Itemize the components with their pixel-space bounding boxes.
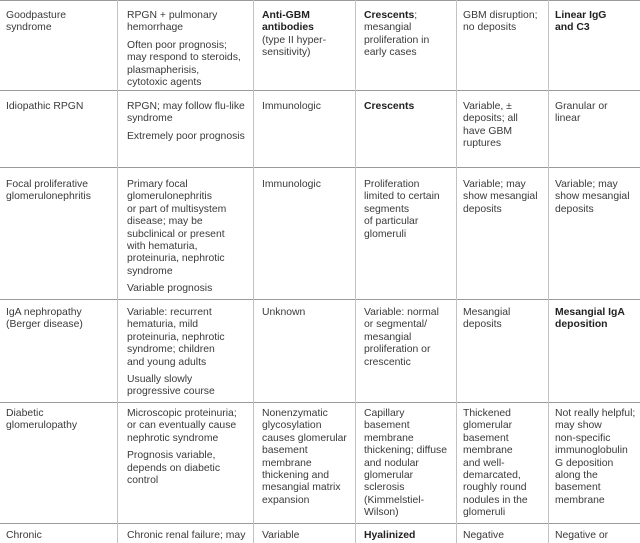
- disease-name-cell: [6, 179, 116, 204]
- pathogenesis-cell: [262, 179, 354, 191]
- light-microscopy-cell: [364, 307, 455, 369]
- column-divider: [253, 0, 254, 543]
- row-divider: [0, 523, 640, 524]
- row-divider: [0, 90, 640, 91]
- immunofluorescence-cell: [555, 10, 639, 35]
- immunofluorescence-text: Not really helpful; may show non-specific immunoglobulin G deposition along the basement membrane: [555, 408, 636, 506]
- disease-name-cell: [6, 101, 116, 113]
- disease-name-cell: [6, 530, 116, 542]
- clinical-features-cell: [127, 10, 251, 89]
- immunofluorescence-text: Negative or: [555, 530, 609, 541]
- electron-microscopy-cell: [463, 307, 547, 332]
- electron-microscopy-text: Variable, ± deposits; all have GBM ruptures: [463, 101, 518, 150]
- clinical-features-cell: [127, 179, 251, 296]
- disease-name-cell: [6, 10, 116, 35]
- clinical-features-cell: [127, 307, 251, 399]
- clinical-features-text: RPGN + pulmonary hemorrhage: [127, 10, 218, 34]
- pathogenesis-bold: Anti-GBM antibodies: [262, 10, 314, 34]
- electron-microscopy-cell: [463, 10, 547, 35]
- light-microscopy-bold: Crescents: [364, 10, 415, 21]
- prognosis-text: Usually slowly progressive course: [127, 374, 215, 398]
- electron-microscopy-cell: [463, 530, 547, 542]
- pathogenesis-text: (type II hyper- sensitivity): [262, 34, 327, 59]
- pathogenesis-text: Variable: [262, 530, 300, 541]
- light-microscopy-cell: [364, 530, 455, 542]
- immunofluorescence-text: Granular or linear: [555, 101, 608, 125]
- electron-microscopy-cell: [463, 408, 547, 520]
- immunofluorescence-text: Variable; may show mesangial deposits: [555, 179, 630, 215]
- electron-microscopy-text: Negative: [463, 530, 505, 541]
- disease-name: Idiopathic RPGN: [6, 101, 84, 112]
- light-microscopy-text: Capillary basement membrane thickening; diffuse and nodular glomerular sclerosis (Kimmelstiel- Wilson): [364, 408, 447, 519]
- clinical-features-cell: [127, 530, 251, 542]
- pathogenesis-cell: [262, 530, 354, 542]
- electron-microscopy-text: Variable; may show mesangial deposits: [463, 179, 538, 215]
- immunofluorescence-cell: [555, 101, 639, 126]
- clinical-features-text: Primary focal glomerulonephritis or part of multisystem disease; may be subclinical or present with hematuria, proteinuria, nephrotic syndrome: [127, 179, 227, 277]
- clinical-features-text: Chronic renal failure; may: [127, 530, 246, 541]
- pathogenesis-cell: [262, 10, 354, 60]
- electron-microscopy-cell: [463, 101, 547, 151]
- row-divider: [0, 299, 640, 300]
- light-microscopy-text: Proliferation limited to certain segments of particular glomeruli: [364, 179, 440, 240]
- disease-name: Goodpasture syndrome: [6, 10, 67, 34]
- column-divider: [548, 0, 549, 543]
- clinical-features-cell: [127, 408, 251, 487]
- pathogenesis-text: Nonenzymatic glycosylation causes glomerular basement membrane thickening and mesangial matrix expansion: [262, 408, 347, 506]
- immunofluorescence-bold: Linear IgG and C3: [555, 10, 607, 34]
- prognosis-text: Often poor prognosis; may respond to steroids, plasmapherisis, cytotoxic agents: [127, 39, 241, 89]
- disease-name: Diabetic glomerulopathy: [6, 408, 78, 432]
- column-divider: [117, 0, 118, 543]
- prognosis-text: Extremely poor prognosis: [127, 130, 245, 142]
- pathogenesis-text: Immunologic: [262, 101, 321, 112]
- pathogenesis-text: Immunologic: [262, 179, 321, 190]
- disease-name: IgA nephropathy (Berger disease): [6, 307, 83, 331]
- light-microscopy-text: Variable: normal or segmental/ mesangial proliferation or crescentic: [364, 307, 439, 368]
- electron-microscopy-cell: [463, 179, 547, 216]
- disease-name-cell: [6, 408, 116, 433]
- clinical-features-text: Variable: recurrent hematuria, mild proteinuria, nephrotic syndrome; children and young adults: [127, 307, 225, 368]
- electron-microscopy-text: Mesangial deposits: [463, 307, 511, 331]
- immunofluorescence-cell: [555, 408, 639, 507]
- immunofluorescence-cell: [555, 530, 639, 542]
- clinical-features-text: RPGN; may follow flu-like syndrome: [127, 101, 245, 125]
- row-divider: [0, 402, 640, 403]
- disease-name: Focal proliferative glomerulonephritis: [6, 179, 91, 203]
- light-microscopy-cell: [364, 179, 455, 241]
- pathogenesis-cell: [262, 307, 354, 319]
- pathogenesis-text: Unknown: [262, 307, 306, 318]
- immunofluorescence-cell: [555, 307, 639, 332]
- electron-microscopy-text: GBM disruption; no deposits: [463, 10, 538, 34]
- light-microscopy-bold: Crescents: [364, 101, 415, 112]
- column-divider: [456, 0, 457, 543]
- prognosis-text: Prognosis variable, depends on diabetic control: [127, 450, 221, 487]
- pathogenesis-cell: [262, 101, 354, 113]
- disease-name-cell: [6, 307, 116, 332]
- light-microscopy-text: ; mesangial proliferation in early cases: [364, 10, 430, 59]
- light-microscopy-cell: [364, 408, 455, 520]
- column-divider: [355, 0, 356, 543]
- light-microscopy-bold: Hyalinized: [364, 530, 416, 541]
- electron-microscopy-text: Thickened glomerular basement membrane and well- demarcated, roughly round nodules in the glomeruli: [463, 408, 528, 519]
- disease-name: Chronic: [6, 530, 42, 541]
- row-divider: [0, 167, 640, 168]
- pathogenesis-cell: [262, 408, 354, 507]
- clinical-features-text: Microscopic proteinuria; or can eventually cause nephrotic syndrome: [127, 408, 237, 444]
- immunofluorescence-bold: Mesangial IgA deposition: [555, 307, 625, 331]
- light-microscopy-cell: [364, 101, 455, 113]
- row-divider: [0, 0, 640, 1]
- clinical-features-cell: [127, 101, 251, 143]
- prognosis-text: Variable prognosis: [127, 283, 213, 295]
- light-microscopy-cell: [364, 10, 455, 60]
- immunofluorescence-cell: [555, 179, 639, 216]
